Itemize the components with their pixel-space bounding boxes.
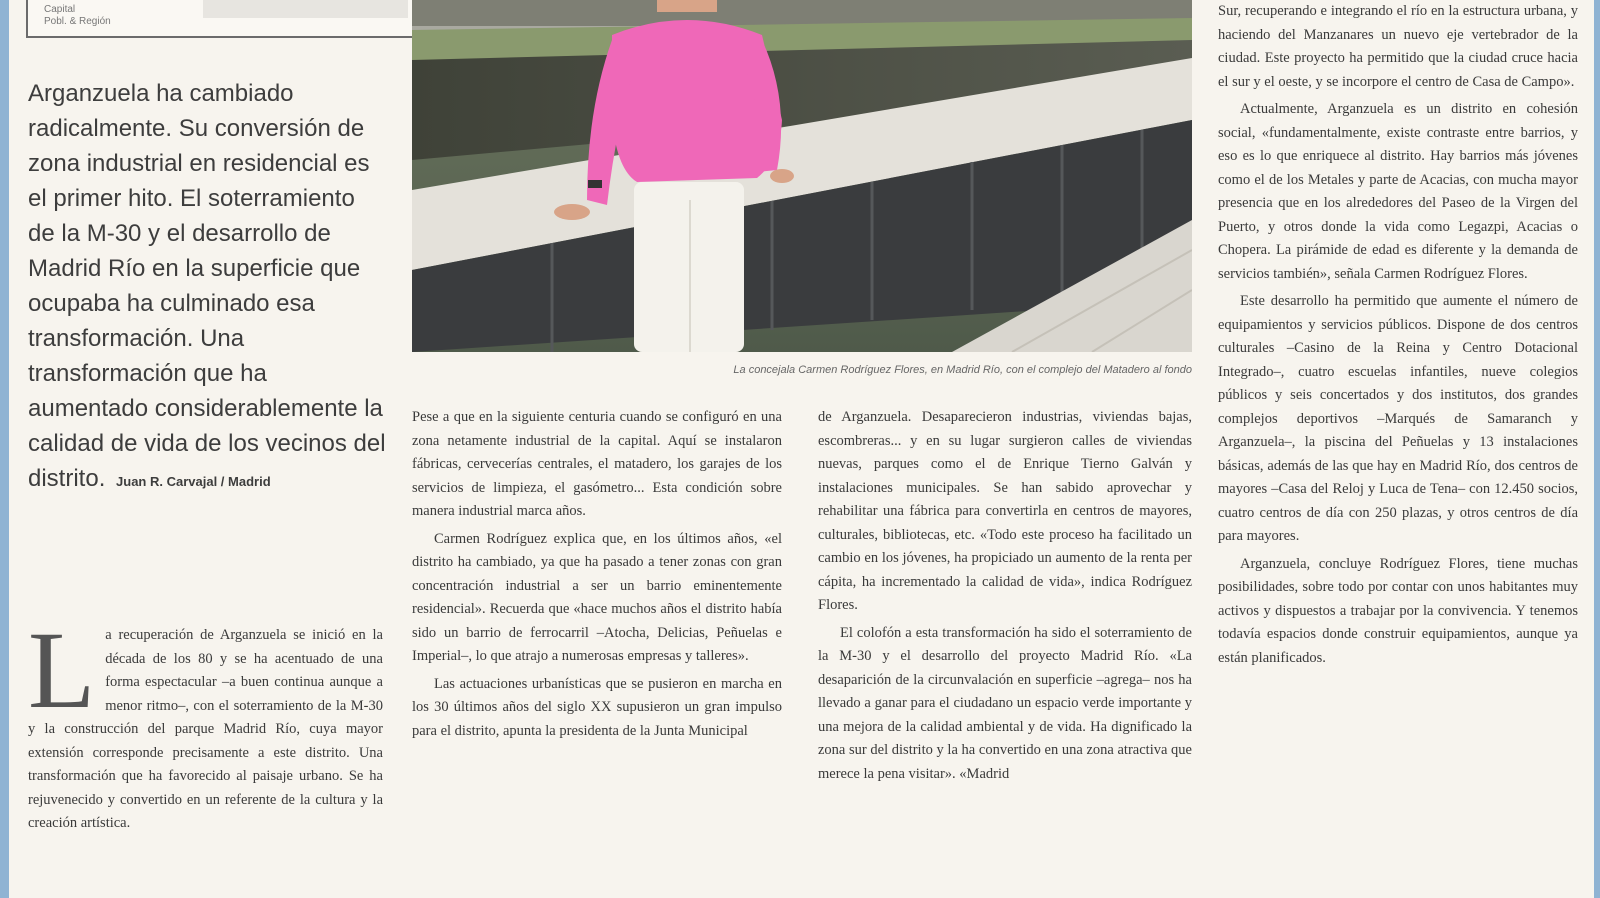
paragraph: a recuperación de Arganzuela se inició en la década de los 80 y se ha acentuado de una forma espectacular –a buen continua aunque a menor ritmo–, con el soterramiento de la M-30 y la construcción del parque Madrid Río, cuya mayor extensión corresponde precisamente a este distrito. Una transformación que ha favorecido al paisaje urbano. Se ha rejuvenecido y convertido en un referente de la cultura y la creación artística. <box>28 627 383 831</box>
article-column-4 <box>1218 0 1578 898</box>
article-column-1 <box>28 624 383 898</box>
paragraph: de Arganzuela. Desaparecieron industrias, viviendas bajas, escombreras... y en su lugar surgieron calles de viviendas nuevas, parques como el de Enrique Tierno Galván y instalaciones municipales. Se han sabido aprovechar y rehabilitar una fábrica para convertirla en centros de mayores, culturales, bibliotecas, etc. «Todo este proceso ha facilitado un cambio en los jóvenes, ha propiciado un aumento de la renta per cápita, ha incrementado la calidad de vida», indica Rodríguez Flores. <box>818 409 1192 613</box>
paragraph: Este desarrollo ha permitido que aumente el número de equipamientos y servicios públicos. Dispone de dos centros culturales –Casino de la Reina y Centro Dotacional Integrado–, cuatro escuelas infantiles, nueve colegios públicos y seis concertados y dos institutos, dos grandes complejos deportivos –Marqués de Samaranch y Arganzuela–, la piscina del Peñuelas y 13 instalaciones básicas, además de las que hay en Madrid Río, dos centros de mayores –Casa del Reloj y Luca de Tena– con 12.450 socios, cuatro centros de día con 250 plazas, y otros centros de día para mayores. <box>1218 293 1578 544</box>
page-border-right <box>1594 0 1600 898</box>
paragraph: El colofón a esta transformación ha sido el soterramiento de la M-30 y el desarrollo del proyecto Madrid Río. «La desaparición de la circunvalación en superficie –agrega– nos ha llevado a ganar para el ciudadano un espacio verde importante y una mejora de la calidad ambiental y de vida. Ha dignificado la zona sur del distrito y la ha convertido en una zona atractiva que merece la pena visitar». «Madrid <box>818 624 1192 782</box>
article-column-2 <box>412 406 782 898</box>
page-border-left <box>0 0 9 898</box>
article-photo <box>412 0 1192 352</box>
article-column-3 <box>818 406 1192 898</box>
photo-illustration <box>412 0 1192 352</box>
photo-caption: La concejala Carmen Rodríguez Flores, en Madrid Río, con el complejo del Matadero al fondo <box>733 364 1192 376</box>
paragraph: Sur, recuperando e integrando el río en la estructura urbana, y haciendo del Manzanares un nuevo eje vertebrador de la ciudad. Este proyecto ha permitido que la ciudad cruce hacia el sur y el oeste, y se incorpore el centro de Casa de Campo». <box>1218 3 1578 90</box>
standfirst-text: Arganzuela ha cambiado radicalmente. Su conversión de zona industrial en residencial es el primer hito. El soterramiento de la M-30 y el desarrollo de Madrid Río en la superficie que ocupaba ha culminado esa transformación. Una transformación que ha aumentado considerablemente la calidad de vida de los vecinos del distrito. <box>28 80 386 492</box>
paragraph: Las actuaciones urbanísticas que se pusieron en marcha en los 30 últimos años del siglo XX supusieron un gran impulso para el distrito, apunta la presidenta de la Junta Municipal <box>412 675 782 739</box>
info-box-line-2: Pobl. & Región <box>44 16 111 27</box>
standfirst <box>28 76 388 499</box>
info-box-line-1: Capital <box>44 4 76 15</box>
paragraph: Arganzuela, concluye Rodríguez Flores, tiene muchas posibilidades, sobre todo por contar con unos habitantes muy activos y dispuestos a trabajar por la convivencia. Y tenemos todavía espacios donde construir equipamientos, aunque ya están planificados. <box>1218 555 1578 666</box>
byline: Juan R. Carvajal / Madrid <box>116 474 271 489</box>
info-box-text <box>44 4 111 28</box>
paragraph: Carmen Rodríguez explica que, en los últimos años, «el distrito ha cambiado, ya que ha pasado a tener zonas con gran concentración industrial a ser un barrio eminentemente residencial». Recuerda que «hace muchos años el distrito había sido un barrio de ferrocarril –Atocha, Delicias, Peñuelas e Imperial–, lo que atrajo a numerosas empresas y talleres». <box>412 530 782 664</box>
paragraph: Pese a que en la siguiente centuria cuando se configuró en una zona netamente industrial de la capital. Aquí se instalaron fábricas, cervecerías centrales, el matadero, los garajes de los servicios de limpieza, el gasómetro... Esta condición sobre manera industrial marca años. <box>412 409 782 519</box>
drop-cap: L <box>28 624 96 731</box>
paragraph: Actualmente, Arganzuela es un distrito en cohesión social, «fundamentalmente, existe contraste entre barrios, y eso es lo que enriquece al distrito. Hay barrios más jóvenes como el de los Metales y parte de Acacias, con mucha mayor presencia que en los alrededores del Paseo de la Virgen del Puerto, y otros donde la vida como Legazpi, Acacias o Chopera. La pirámide de edad es diferente y la demanda de servicios también», señala Carmen Rodríguez Flores. <box>1218 101 1578 282</box>
info-box-graphic <box>203 0 408 18</box>
